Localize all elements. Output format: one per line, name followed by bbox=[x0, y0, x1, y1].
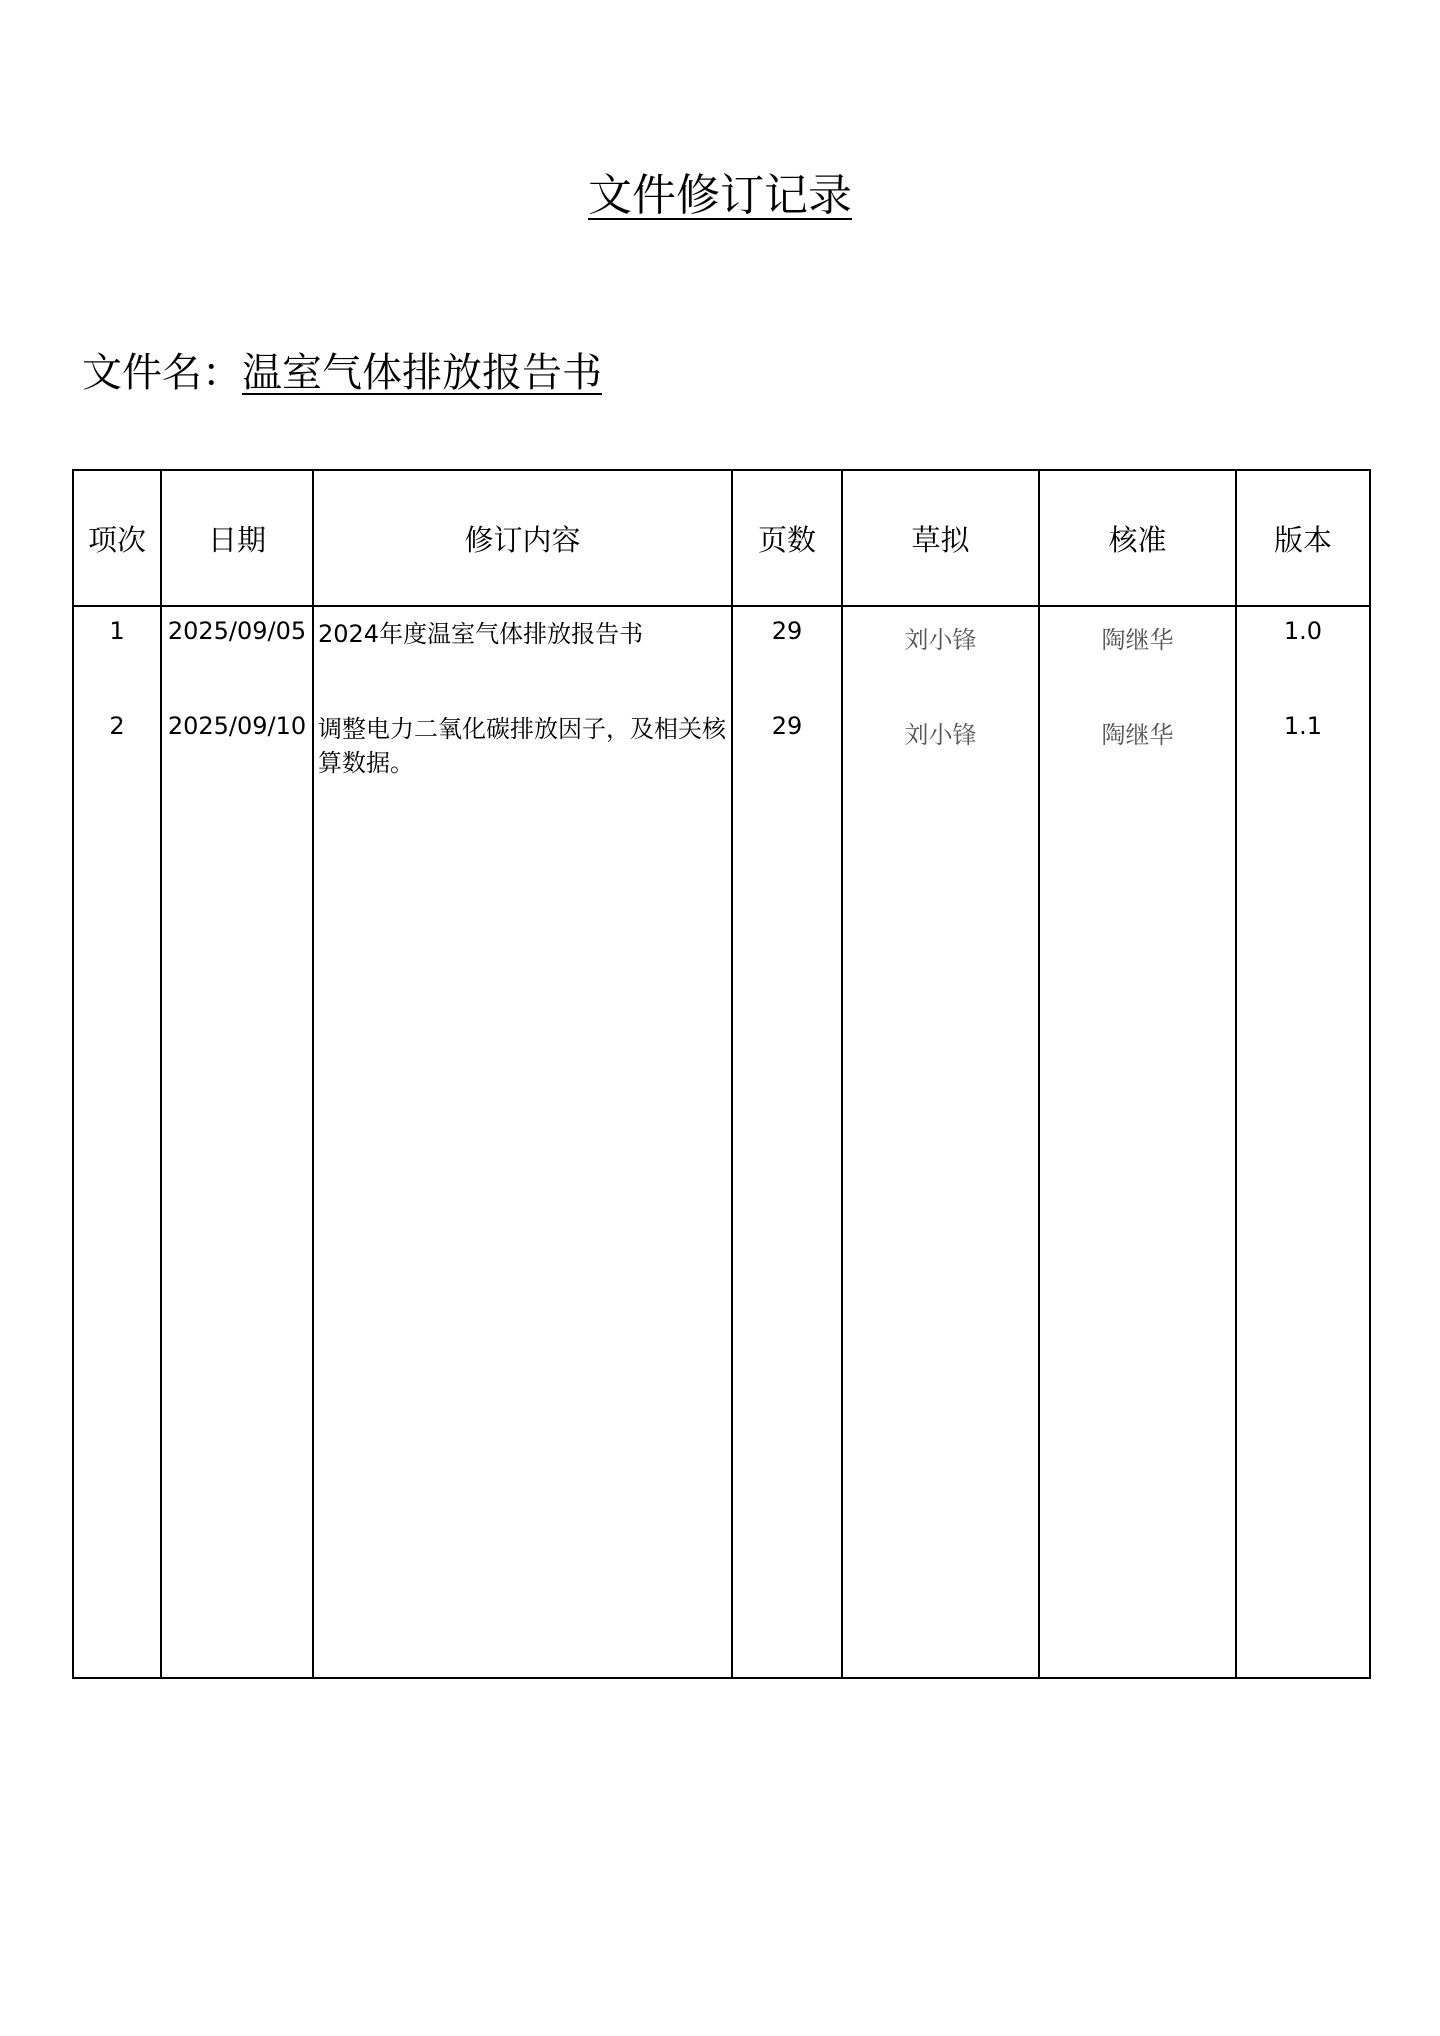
empty-cell bbox=[161, 797, 313, 1678]
cell-drafter bbox=[842, 702, 1039, 797]
drafter-signature: 刘小锋 bbox=[904, 721, 977, 749]
table-header-row bbox=[73, 470, 1370, 606]
header-approver: 核准 bbox=[1039, 470, 1236, 606]
header-pages: 页数 bbox=[732, 470, 842, 606]
cell-drafter bbox=[842, 606, 1039, 702]
table-empty-area bbox=[73, 797, 1370, 1678]
cell-item: 1 bbox=[73, 606, 161, 702]
table-row bbox=[73, 606, 1370, 702]
revision-record-table bbox=[72, 469, 1371, 1679]
cell-content: 2024年度温室气体排放报告书 bbox=[313, 606, 732, 702]
drafter-signature: 刘小锋 bbox=[904, 626, 977, 654]
approver-signature: 陶继华 bbox=[1101, 721, 1174, 749]
cell-date: 2025/09/10 bbox=[161, 702, 313, 797]
file-name-label: 文件名： bbox=[82, 350, 242, 396]
document-title bbox=[0, 168, 1440, 224]
cell-pages: 29 bbox=[732, 702, 842, 797]
header-item: 项次 bbox=[73, 470, 161, 606]
cell-approver bbox=[1039, 606, 1236, 702]
cell-item: 2 bbox=[73, 702, 161, 797]
header-drafter: 草拟 bbox=[842, 470, 1039, 606]
header-content: 修订内容 bbox=[313, 470, 732, 606]
cell-version: 1.0 bbox=[1236, 606, 1370, 702]
cell-approver bbox=[1039, 702, 1236, 797]
empty-cell bbox=[842, 797, 1039, 1678]
empty-cell bbox=[1039, 797, 1236, 1678]
cell-version: 1.1 bbox=[1236, 702, 1370, 797]
cell-pages: 29 bbox=[732, 606, 842, 702]
header-version: 版本 bbox=[1236, 470, 1370, 606]
empty-cell bbox=[313, 797, 732, 1678]
document-title-text: 文件修订记录 bbox=[588, 170, 852, 221]
empty-cell bbox=[73, 797, 161, 1678]
file-name-line bbox=[82, 347, 602, 399]
empty-cell bbox=[1236, 797, 1370, 1678]
file-name-value: 温室气体排放报告书 bbox=[242, 350, 602, 396]
cell-date: 2025/09/05 bbox=[161, 606, 313, 702]
table-row bbox=[73, 702, 1370, 797]
empty-cell bbox=[732, 797, 842, 1678]
approver-signature: 陶继华 bbox=[1101, 626, 1174, 654]
cell-content: 调整电力二氧化碳排放因子，及相关核算数据。 bbox=[313, 702, 732, 797]
header-date: 日期 bbox=[161, 470, 313, 606]
